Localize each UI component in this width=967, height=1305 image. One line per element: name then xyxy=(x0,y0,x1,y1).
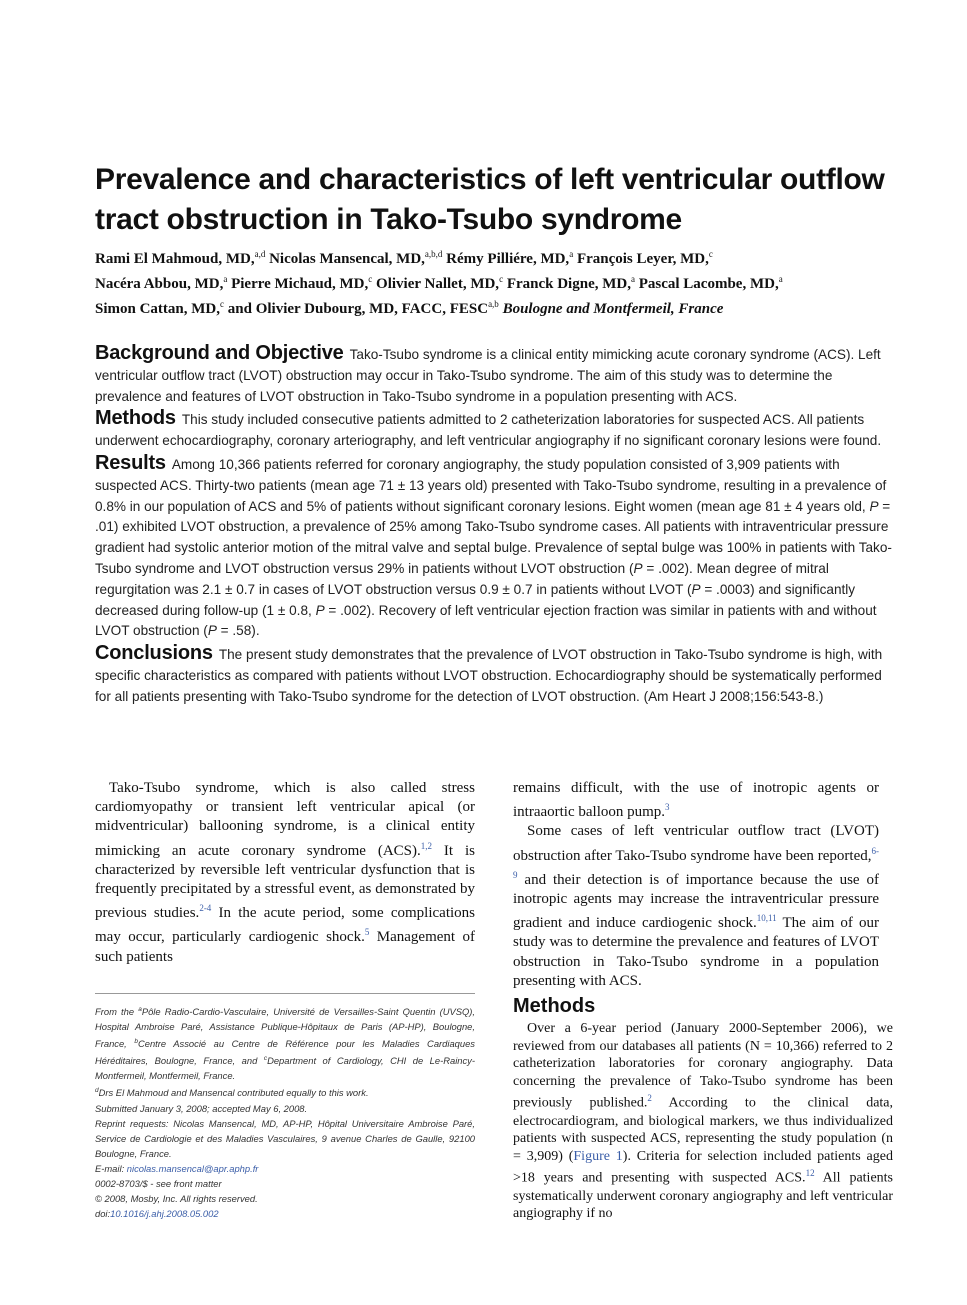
affiliation-mark: a,b,d xyxy=(424,249,443,259)
footnote-text: doi: xyxy=(95,1207,111,1219)
footnote-text: Drs El Mahmoud and Mansencal contributed equally to this work. xyxy=(98,1087,369,1099)
affiliation-mark: a xyxy=(630,274,635,284)
body-text: remains difficult, with the use of inotropic agents or intraaortic balloon pump. xyxy=(513,780,879,821)
abstract-heading: Conclusions xyxy=(95,642,213,665)
reference-link[interactable]: 6-9 xyxy=(513,845,879,880)
body-column-right xyxy=(513,779,879,991)
body-text: ). Criteria for selection included patients aged >18 years and presenting with suspected ACS. xyxy=(513,1148,893,1187)
author: Pierre Michaud, MD, xyxy=(231,276,369,292)
author: Nicolas Mansencal, MD, xyxy=(269,251,425,267)
author: Pascal Lacombe, MD, xyxy=(638,276,779,292)
email-link[interactable]: nicolas.mansencal@apr.aphp.fr xyxy=(126,1162,259,1174)
body-text: Some cases of left ventricular outflow tract (LVOT) obstruction after Tako-Tsubo syndrome have been reported, xyxy=(513,823,879,864)
p-value-symbol: P xyxy=(869,498,879,514)
footnote-email xyxy=(95,1161,475,1176)
methods-paragraph xyxy=(513,1020,893,1223)
author: François Leyer, MD, xyxy=(576,251,709,267)
affiliation-mark: c xyxy=(499,274,504,284)
intro-paragraph xyxy=(513,822,879,991)
reference-link[interactable]: 2 xyxy=(647,1093,652,1104)
body-text: According to the clinical data, electrocardiogram, and biological markers, we thus individualized patients with suspected ACS, representing the study population (n = 3,909) ( xyxy=(513,1096,894,1164)
abstract-text: = .0003) and significantly decreased during follow-up (1 ± 0.8, xyxy=(95,581,856,618)
affiliation-mark: a xyxy=(569,249,574,259)
methods-section xyxy=(513,1020,893,1223)
footnote-contribution xyxy=(95,1083,475,1100)
author-location: Boulogne and Montfermeil, France xyxy=(502,301,724,317)
affiliation-mark: a,d xyxy=(254,249,266,259)
abstract-results xyxy=(95,453,893,642)
reference-link[interactable]: 3 xyxy=(665,802,670,813)
abstract-heading: Results xyxy=(95,451,166,474)
author: Rami El Mahmoud, MD, xyxy=(95,251,255,267)
abstract-text: The present study demonstrates that the prevalence of LVOT obstruction in Tako-Tsubo syndrome is high, with specific characteristics as compared with patients without LVOT obstruction. Echocardiography should be systematically performed for all patients presenting with Tako-Tsubo syndrome for the detection of LVOT obstruction. (Am Heart J 2008;156:543-8.) xyxy=(95,647,883,704)
article-title: Prevalence and characteristics of left ventricular outflow tract obstruction in Tako-Tsubo syndrome xyxy=(95,163,885,236)
abstract-text: This study included consecutive patients admitted to 2 catheterization laboratories for suspected ACS. All patients underwent echocardiography, coronary arteriography, and left ventricular angiography if no significant coronary lesions were found. xyxy=(95,412,882,449)
footnote-divider xyxy=(95,993,475,994)
affiliation-mark: c xyxy=(708,249,713,259)
affiliation-mark: a xyxy=(138,1006,142,1013)
affiliation-mark: b xyxy=(134,1038,138,1046)
affiliation-mark: a,b xyxy=(488,299,499,309)
affiliation-mark: a xyxy=(223,274,228,284)
reference-link[interactable]: 12 xyxy=(805,1168,815,1179)
author: Rémy Pilliére, MD, xyxy=(446,251,570,267)
abstract xyxy=(95,343,893,709)
author: Simon Cattan, MD, xyxy=(95,301,221,317)
abstract-text: = .58). xyxy=(216,623,260,639)
body-text: Tako-Tsubo syndrome, which is also called stress cardiomyopathy or transient left ventricular apical (or midventricular) ballooning syndrome, is a clinical entity mimicking an acute coronary syndrome (ACS). xyxy=(95,780,475,859)
body-text: Management of such patients xyxy=(95,929,475,965)
author: Olivier Nallet, MD, xyxy=(376,276,500,292)
footnote-text: E-mail: xyxy=(95,1162,127,1174)
affiliation-mark: c xyxy=(368,274,373,284)
footnote-copyright: © 2008, Mosby, Inc. All rights reserved. xyxy=(95,1192,258,1204)
body-column-left xyxy=(95,779,475,967)
abstract-text: = .002). Recovery of left ventricular ejection fraction was similar in patients with and without LVOT obstruction ( xyxy=(95,602,877,639)
figure-link[interactable]: Figure 1 xyxy=(573,1148,623,1164)
footnote-text: Pôle Radio-Cardio-Vasculaire, Université de Versailles-Saint Quentin (UVSQ), Hospital Ambroise Paré, Assistance Publique-Hôpitaux de Paris (AP-HP), Boulogne, France, xyxy=(95,1006,475,1050)
footnote-text: Centre Associé au Centre de Référence pour les Maladies Cardiaques Héréditaires, Boulogne, France, and xyxy=(95,1038,475,1067)
footnote-text: From the xyxy=(95,1006,139,1018)
reference-link[interactable]: 10,11 xyxy=(756,913,777,924)
abstract-heading: Methods xyxy=(95,407,176,430)
abstract-text: = .002). Mean degree of mitral regurgitation was 2.1 ± 0.7 in cases of LVOT obstruction versus 0.9 ± 0.7 in patients without LVOT ( xyxy=(95,560,829,597)
footnote-submitted: Submitted January 3, 2008; accepted May 6, 2008. xyxy=(95,1102,308,1114)
abstract-text: = .01) exhibited LVOT obstruction, a prevalence of 25% among Tako-Tsubo syndrome cases. All patients with intraventricular pressure gradient had systolic anterior motion of the mitral valve and septal bulge. Prevalence of septal bulge was 100% in patients with Tako-Tsubo syndrome and LVOT obstruction versus 29% in patients without LVOT obstruction ( xyxy=(95,498,892,576)
p-value-symbol: P xyxy=(315,602,325,618)
footnote-doi xyxy=(95,1206,475,1221)
footnote-reprint: Reprint requests: Nicolas Mansencal, MD, AP-HP, Hôpital Universitaire Ambroise Paré, Service de Cardiologie et des Maladies Vasculaires, 9 avenue Charles de Gaulle, 92100 Boulogne, France. xyxy=(95,1117,475,1159)
footnotes xyxy=(95,1002,475,1221)
reference-link[interactable]: 1,2 xyxy=(420,840,432,851)
affiliation-mark: d xyxy=(95,1087,99,1095)
abstract-methods xyxy=(95,408,893,452)
p-value-symbol: P xyxy=(691,581,701,597)
footnote-issn: 0002-8703/$ - see front matter xyxy=(95,1177,222,1189)
author: and Olivier Dubourg, MD, FACC, FESC xyxy=(227,301,489,317)
abstract-conclusions xyxy=(95,643,893,707)
abstract-heading: Background and Objective xyxy=(95,342,344,364)
abstract-text: Among 10,366 patients referred for coronary angiography, the study population consisted of 3,909 patients with suspected ACS. Thirty-two patients (mean age 71 ± 13 years old) presented with Tako-Tsubo syndrome, resulting in a prevalence of 0.8% in our population of ACS and 5% of patients without significant coronary lesions. Eight women (mean age 81 ± 4 years old, xyxy=(95,456,887,514)
body-text: The aim of our study was to determine the prevalence and features of LVOT obstruction in Tako-Tsubo syndrome in a population presenting with ACS. xyxy=(513,915,879,989)
p-value-symbol: P xyxy=(207,623,217,639)
intro-paragraph-cont xyxy=(513,779,879,822)
author: Franck Digne, MD, xyxy=(506,276,631,292)
affiliation-mark: c xyxy=(220,299,225,309)
section-heading-methods: Methods xyxy=(513,995,596,1017)
author: Nacéra Abbou, MD, xyxy=(95,276,224,292)
footnote-text: Department of Cardiology, CHI de Le-Raincy-Montfermeil, Montfermeil, France. xyxy=(95,1055,475,1082)
body-text: It is characterized by reversible left ventricular dysfunction that is frequently precipitated by a stressful event, as demonstrated by previous studies. xyxy=(95,842,475,922)
author-list xyxy=(95,244,885,319)
reference-link[interactable]: 5 xyxy=(364,927,370,938)
doi-link[interactable]: 10.1016/j.ahj.2008.05.002 xyxy=(110,1207,219,1219)
p-value-symbol: P xyxy=(633,560,643,576)
abstract-background xyxy=(95,343,893,407)
reference-link[interactable]: 2-4 xyxy=(199,903,212,914)
abstract-text: Tako-Tsubo syndrome is a clinical entity mimicking acute coronary syndrome (ACS). Left ventricular outflow tract (LVOT) obstruction may occur in Tako-Tsubo syndrome. The aim of this study was to determine the prevalence and features of LVOT obstruction in Tako-Tsubo syndrome in a population presenting with ACS. xyxy=(95,347,881,404)
body-text: All patients systematically underwent coronary angiography and left ventricular angiography if no xyxy=(513,1171,893,1222)
body-text: Over a 6-year period (January 2000-September 2006), we reviewed from our databases all patients (N = 10,366) referred to 2 catheterization laboratories for coronary angiography. Data concerning the prevalence of Tako-Tsubo syndrome has been previously published. xyxy=(513,1021,893,1112)
body-text: In the acute period, some complications may occur, particularly cardiogenic shock. xyxy=(95,905,476,946)
body-text: and their detection is of importance because the use of inotropic agents may increase the intraventricular pressure gradient and induce cardiogenic shock. xyxy=(513,871,879,932)
intro-paragraph xyxy=(95,779,475,967)
affiliation-mark: a xyxy=(778,274,783,284)
affiliation-mark: c xyxy=(263,1055,268,1063)
footnote-affiliations xyxy=(95,1002,475,1083)
